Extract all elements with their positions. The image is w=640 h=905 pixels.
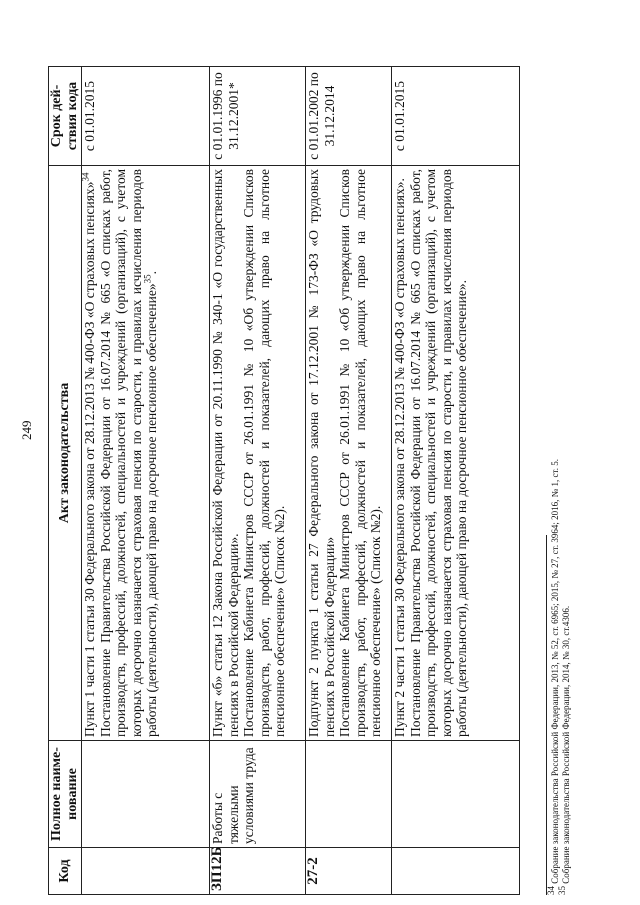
row-acts xyxy=(392,166,520,741)
footnotes xyxy=(546,458,572,895)
table-header-row xyxy=(49,67,82,895)
page-number: 249 xyxy=(19,420,34,440)
act-text: Постановление Кабинета Министров СССР от 26.01.1991 № 10 «Об утверждении Списков производств, работ, профессий, должностей и показателей, дающих право на льготное пенсионное обеспечение» (Список №2). xyxy=(241,169,287,737)
footnote: $^{34}$ Собрание законодательства Российской Федерации, 2013, № 52, ст. 6965; 2015, № 27, ст. 3964; 2016, № 1, ст. 5. xyxy=(546,458,560,895)
row-acts xyxy=(210,166,306,741)
rotated-page xyxy=(48,15,588,895)
row-term: с 01.01.1996 по 31.12.2001* xyxy=(210,67,306,166)
header-code: Код xyxy=(49,848,82,895)
footnote-mark: 35 xyxy=(142,274,153,284)
act-text: Постановление Правительства Российской Федерации от 16.07.2014 № 665 «О списках работ, производств, профессий, должностей, специальностей и учреждений (организаций), с учетом которых досрочно назначается страховая пенсия по старости, и правилах исчисления периодов работы (деятельности), дающей право на досрочное пенсионное обеспечение». xyxy=(407,169,469,737)
row-name xyxy=(392,741,520,848)
header-name: Полное наиме- нование xyxy=(49,741,82,848)
row-code xyxy=(82,848,210,895)
footnote-mark: 34 xyxy=(80,172,91,182)
row-acts xyxy=(306,166,392,741)
table-row xyxy=(392,67,520,895)
row-term: с 01.01.2015 xyxy=(392,67,520,166)
row-code: ЗП12Б xyxy=(210,848,306,895)
row-term: с 01.01.2002 по 31.12.2014 xyxy=(306,67,392,166)
act-text: Постановление Кабинета Министров СССР от 26.01.1991 № 10 «Об утверждении Списков производств, работ, профессий, должностей и показателей, дающих право на льготное пенсионное обеспечение» (Список №2). xyxy=(337,169,383,737)
codes-table xyxy=(48,66,520,895)
act-text: Пункт «б» статьи 12 Закона Российской Федерации от 20.11.1990 № 340-1 «О государственных пенсиях в Российской Федерации». xyxy=(210,169,241,737)
header-term: Срок дей- ствия кода xyxy=(49,67,82,166)
act-text: Постановление Правительства Российской Федерации от 16.07.2014 № 665 «О списках работ, производств, профессий, должностей, специальностей и учреждений (организаций), с учетом которых досрочно назначается страховая пенсия по старости, и правилах исчисления периодов работы (деятельности), дающей право на досрочное пенсионное обеспечение»$^{35}$. xyxy=(97,169,159,737)
footnote: $^{35}$ Собрание законодательства Российской Федерации, 2014, № 30, ст.4306. xyxy=(557,605,571,895)
row-code xyxy=(392,848,520,895)
act-text: Подпункт 2 пункта 1 статьи 27 Федерального закона от 17.12.2001 № 173-ФЗ «О трудовых пенсиях в Российской Федерации» xyxy=(306,169,337,737)
row-name xyxy=(82,741,210,848)
table-row xyxy=(210,67,306,895)
row-acts xyxy=(82,166,210,741)
row-term: с 01.01.2015 xyxy=(82,67,210,166)
table-row xyxy=(306,67,392,895)
header-act: Акт законодательства xyxy=(49,166,82,741)
row-code: 27-2 xyxy=(306,848,392,895)
row-name: Работы с тяжелыми условиями труда xyxy=(210,741,306,848)
act-text: Пункт 1 части 1 статьи 30 Федерального закона от 28.12.2013 № 400-ФЗ «О страховых пенсиях»$^{34}$ xyxy=(80,172,97,737)
table-row xyxy=(82,67,210,895)
row-name xyxy=(306,741,392,848)
act-text: Пункт 2 части 1 статьи 30 Федерального закона от 28.12.2013 № 400-ФЗ «О страховых пенсиях». xyxy=(392,178,407,737)
